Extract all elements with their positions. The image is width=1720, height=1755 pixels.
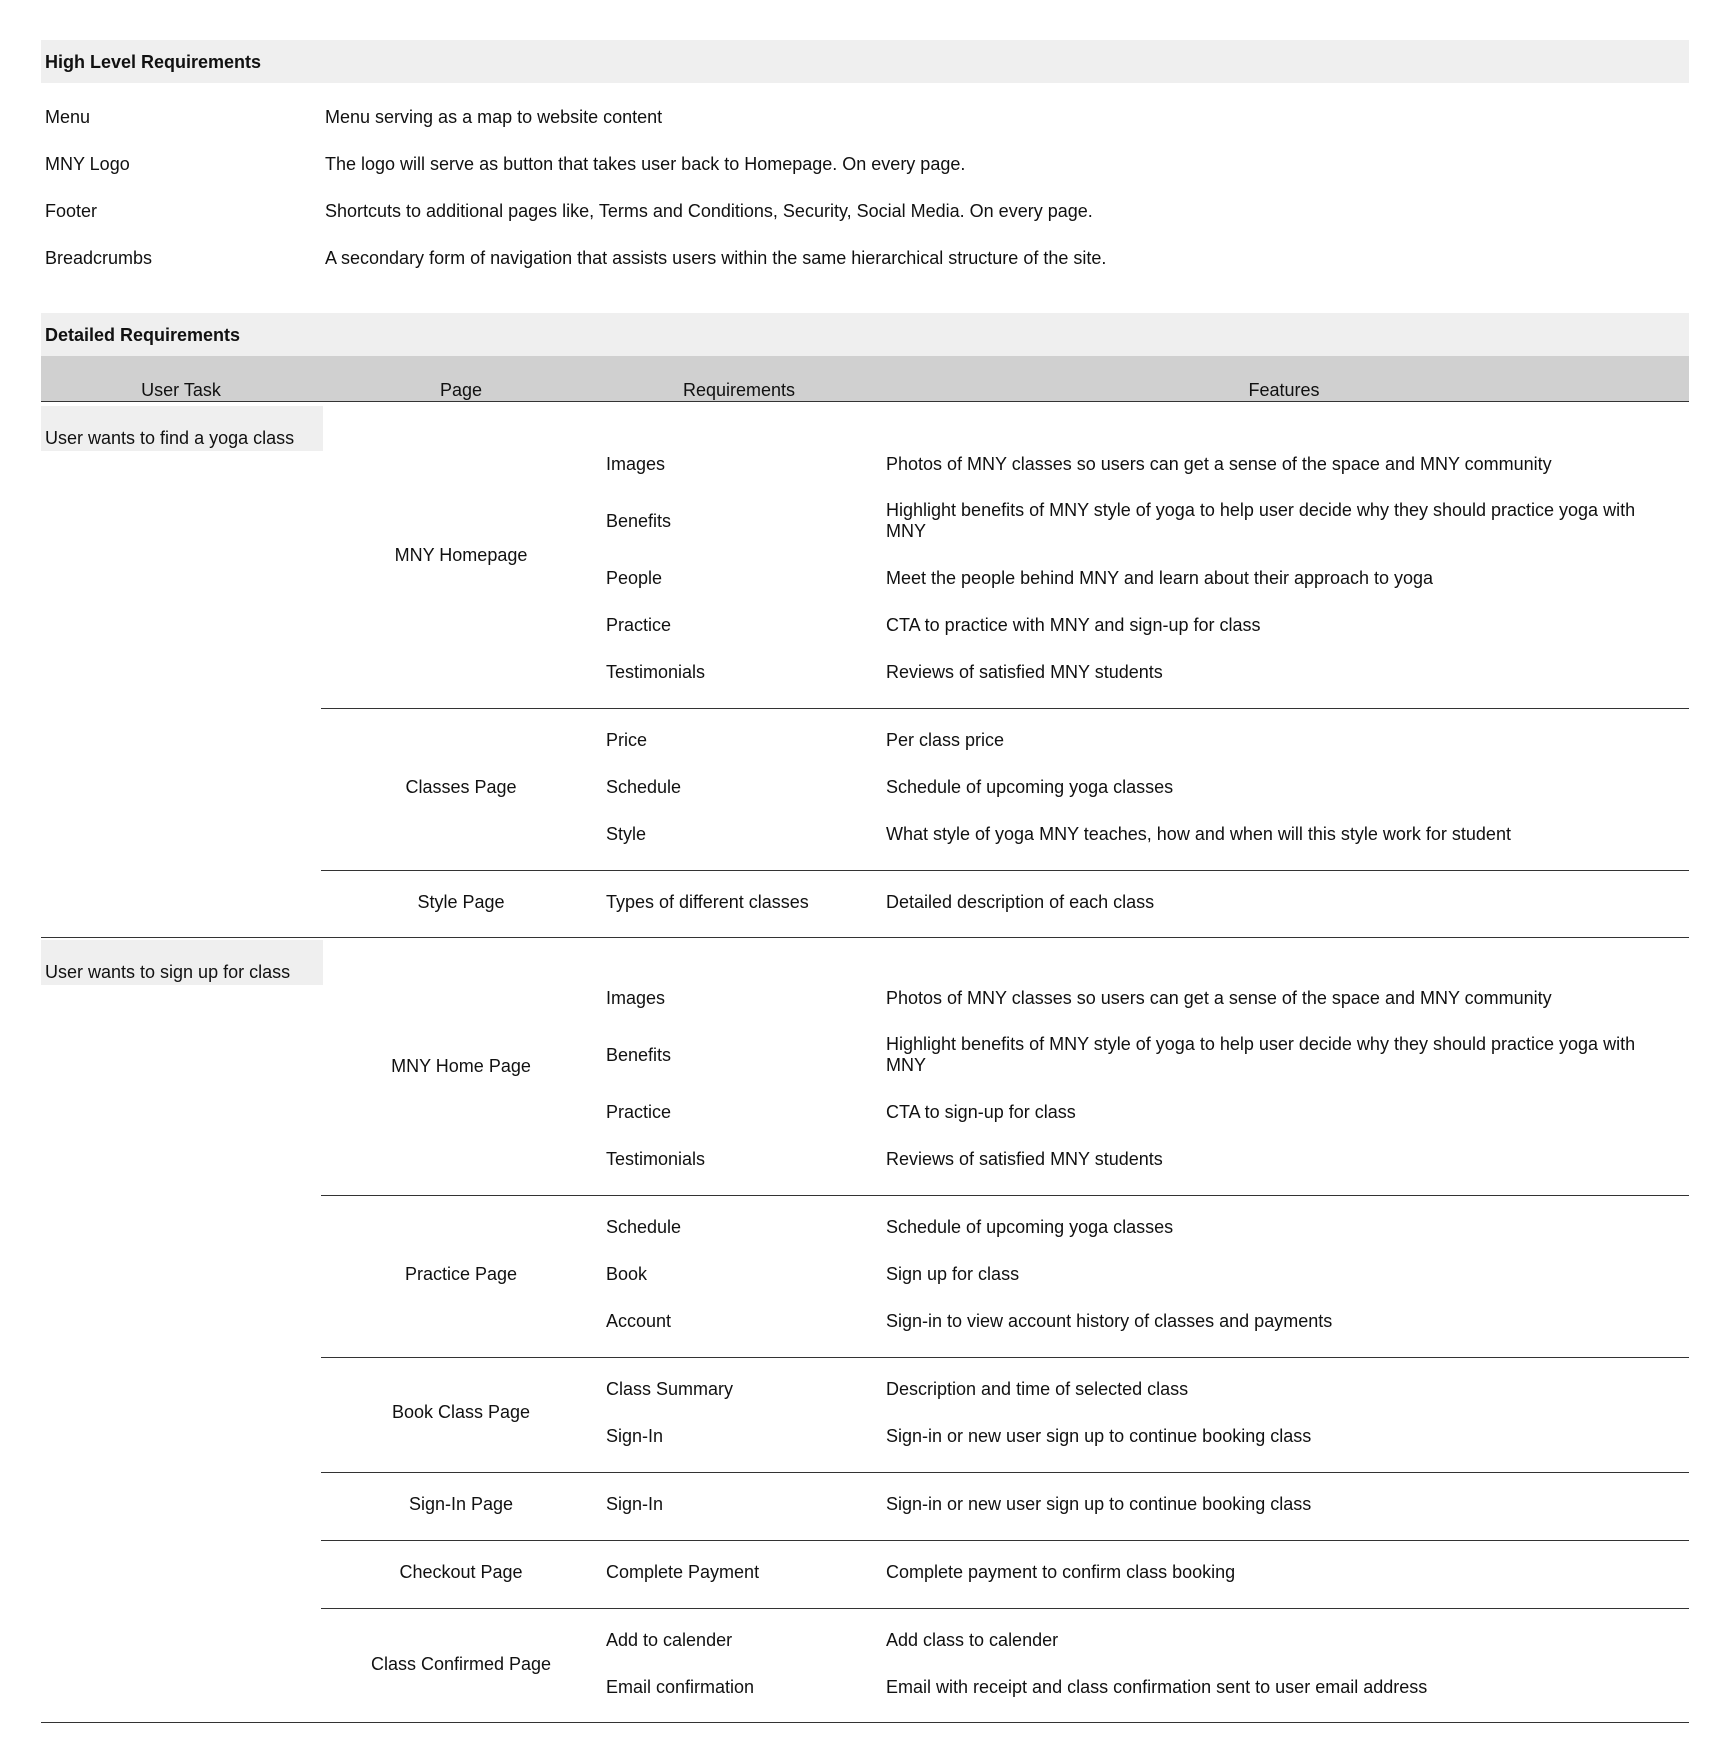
feature-cell: Sign-in to view account history of classes and payments [886, 1311, 1333, 1331]
feature-cell: Detailed description of each class [886, 892, 1155, 912]
requirement-cell: Email confirmation [606, 1677, 755, 1697]
hl-desc-footer: Shortcuts to additional pages like, Terms and Conditions, Security, Social Media. On every page. [325, 201, 1093, 221]
feature-cell: Email with receipt and class confirmation sent to user email address [886, 1677, 1428, 1697]
task-separator [41, 937, 1689, 938]
feature-cell: Photos of MNY classes so users can get a sense of the space and MNY community [886, 454, 1552, 474]
detailed-title: Detailed Requirements [45, 325, 241, 345]
feature-cell: Per class price [886, 730, 1005, 750]
feature-cell: Reviews of satisfied MNY students [886, 662, 1163, 682]
requirement-cell: Complete Payment [606, 1562, 760, 1582]
feature-cell: Sign-in or new user sign up to continue booking class [886, 1426, 1312, 1446]
requirement-cell: Sign-In [606, 1494, 664, 1514]
requirement-cell: Schedule [606, 1217, 682, 1237]
row-separator [321, 1540, 1689, 1541]
feature-cell: Sign-in or new user sign up to continue booking class [886, 1494, 1312, 1514]
feature-cell: Complete payment to confirm class booking [886, 1562, 1236, 1582]
feature-cell: Description and time of selected class [886, 1379, 1189, 1399]
row-separator [321, 1472, 1689, 1473]
page-label-class-confirmed: Class Confirmed Page [370, 1654, 552, 1674]
hl-label-logo: MNY Logo [45, 154, 130, 174]
requirement-cell: Add to calender [606, 1630, 733, 1650]
requirement-cell: Images [606, 454, 666, 474]
row-separator [321, 870, 1689, 871]
requirement-cell: People [606, 568, 663, 588]
page-label-classes: Classes Page [405, 777, 517, 797]
hl-desc-breadcrumbs: A secondary form of navigation that assists users within the same hierarchical structure of the site. [325, 248, 1107, 268]
requirement-cell: Benefits [606, 511, 672, 531]
requirement-cell: Schedule [606, 777, 682, 797]
task-label-sign-up: User wants to sign up for class [45, 962, 291, 982]
requirement-cell: Class Summary [606, 1379, 734, 1399]
page-label-checkout: Checkout Page [399, 1562, 523, 1582]
feature-cell: What style of yoga MNY teaches, how and when will this style work for student [886, 824, 1511, 844]
page-label-style: Style Page [417, 892, 505, 912]
row-separator [321, 1608, 1689, 1609]
feature-cell: CTA to sign-up for class [886, 1102, 1076, 1122]
task-label-find-class: User wants to find a yoga class [45, 428, 295, 448]
feature-cell: Photos of MNY classes so users can get a sense of the space and MNY community [886, 988, 1552, 1008]
row-separator [321, 1195, 1689, 1196]
row-separator [321, 708, 1689, 709]
hl-desc-menu: Menu serving as a map to website content [325, 107, 663, 127]
requirement-cell: Style [606, 824, 647, 844]
column-header-user-task: User Task [141, 380, 221, 400]
detailed-band [41, 313, 1689, 356]
column-header-row [41, 356, 1689, 402]
feature-cell: Add class to calender [886, 1630, 1059, 1650]
requirement-cell: Account [606, 1311, 672, 1331]
requirement-cell: Testimonials [606, 662, 706, 682]
feature-cell: CTA to practice with MNY and sign-up for class [886, 615, 1261, 635]
page-label-practice: Practice Page [404, 1264, 518, 1284]
requirement-cell: Practice [606, 1102, 672, 1122]
high-level-band [41, 40, 1689, 83]
feature-cell: Schedule of upcoming yoga classes [886, 1217, 1174, 1237]
column-header-requirements: Requirements [682, 380, 796, 400]
hl-label-breadcrumbs: Breadcrumbs [45, 248, 153, 268]
column-header-features: Features [1248, 380, 1320, 400]
feature-cell: Meet the people behind MNY and learn about their approach to yoga [886, 568, 1434, 588]
hl-label-menu: Menu [45, 107, 91, 127]
row-separator [321, 1357, 1689, 1358]
feature-cell: Highlight benefits of MNY style of yoga to help user decide why they should practice yoga with MNY [886, 1034, 1636, 1075]
feature-cell: Schedule of upcoming yoga classes [886, 777, 1174, 797]
page-label-mny-home-page: MNY Home Page [391, 1056, 531, 1076]
requirement-cell: Practice [606, 615, 672, 635]
hl-desc-logo: The logo will serve as button that takes user back to Homepage. On every page. [325, 154, 966, 174]
page-label-sign-in: Sign-In Page [408, 1494, 514, 1514]
requirement-cell: Sign-In [606, 1426, 664, 1446]
requirement-cell: Price [606, 730, 648, 750]
page-label-book-class: Book Class Page [391, 1402, 531, 1422]
requirement-cell: Testimonials [606, 1149, 706, 1169]
hl-label-footer: Footer [45, 201, 98, 221]
feature-cell: Highlight benefits of MNY style of yoga to help user decide why they should practice yoga with MNY [886, 500, 1636, 541]
requirement-cell: Types of different classes [606, 892, 809, 912]
feature-cell: Sign up for class [886, 1264, 1020, 1284]
requirement-cell: Benefits [606, 1045, 672, 1065]
requirement-cell: Book [606, 1264, 648, 1284]
table-bottom-rule [41, 1722, 1689, 1723]
high-level-title: High Level Requirements [45, 52, 262, 72]
column-header-page: Page [439, 380, 483, 400]
feature-cell: Reviews of satisfied MNY students [886, 1149, 1163, 1169]
requirement-cell: Images [606, 988, 666, 1008]
page-label-mny-homepage: MNY Homepage [394, 545, 528, 565]
